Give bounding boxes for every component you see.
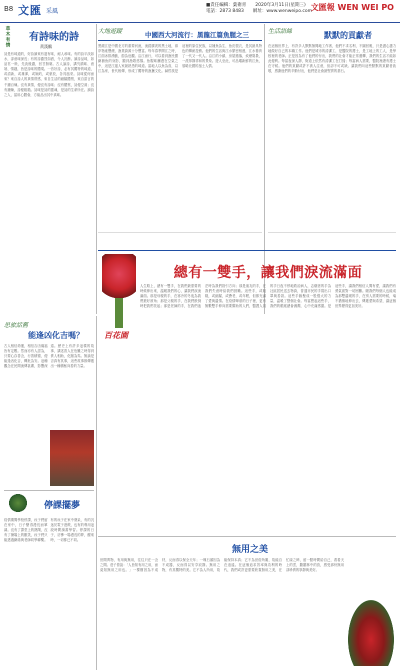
flower-illustration (348, 600, 394, 666)
article-body: 在這個世界上，有許多人默默無聞地工作著，他們不求名利，不圖回報，只是盡心盡力地做好自己的本職工作。他們是城市的清潔工，是醫院的護士，是工地上的工人，是學校裡的老師。正是因為有了他們的付出，我們的社會才能正常運轉，我們的生活才能如此便利。每當夜深人靜，街道上依然有清潔工在打掃；每當病人需要，醫院裡總有護士在守候。他們的貢獻或許不被人注意，但卻不可或缺。讓我們向這些默默的貢獻者致敬，感謝他們的辛勤付出，他們是社會最堅實的基石。 (268, 44, 396, 74)
article-body: 疫情期間學校停課，孩子們留在家中，日子變得漫長而單調。沒有了課堂上的熱鬧，沒有了操場上的歡笑，孩子們只能透過網絡與老師同學聯繫。有的孩子在家中發呆，有的沉迷於電子遊戲，也有的利用這段時間讀書學習。停課的日子，彷彿一場漫長的夢，醒來時，一切都已不同。 (4, 518, 94, 543)
flower-stem (115, 298, 123, 328)
column-label: 思旅話舊 (4, 322, 29, 329)
column-divider (96, 24, 97, 314)
newspaper-logo: 文匯報 WEN WEI PO (310, 3, 394, 12)
edition-date: ■責任編輯：葉衛青 2020年3月11日(星期三) (206, 3, 306, 8)
article-body: 世間萬物，有用與無用，往往只在一念之間。莊子曾說：「人皆知有用之用，而莫知無用之用也。」一棵樹因為不成材，反而得以保全天年；一塊石頭因為不成器，反而得以安享寂靜。無用之物，有其獨特的美。它不為人所用，故能保持本真；它不為世俗所累，故能自在逍遙。在這個追求效率與功利的時代，我們或許更需要欣賞無用之美，在忙碌之餘，留一點時間給自己，看看天上的雲，聽聽林中的鳥，感受那份無用卻珍貴的寧靜與美好。 (100, 558, 344, 573)
article-body: 詩是有味道的，好詩讀來有滋有味，耐人尋味。有的詩平淡如水，卻意味深長；有的詩濃烈如酒，令人沉醉。讀詩品味，如品茗一般，先淡後濃，回甘無窮。古人論詩，講究韻味、意境、情趣，皆是詩味的體現。一首好詩，必有其獨特的味道，或清新，或雄渾，或婉約，或豪放，各具風采。詩味從何而來？來自詩人的真情實感，來自生活的細膩體察，來自語言的千錘百煉。沒有真情，便沒有詩味；沒有體察，詩便空洞；沒有錘煉，詩便粗糙。詩味是詩的靈魂，是詩的生命所在。讀詩之人，當用心體會，方能品出其中真味。 (4, 52, 94, 97)
article-body: 黑龍江是中國北方的重要河流，流經廣袤的黑土地，兩岸物產豐饒，漁業資源十分豐富。每年春季開江之時，江面冰排湧動，蔚為壯觀。沿江而行，可以看到漁民撒網捕魚的身影，聽到漁歌悠揚。魚腥味瀰漫在空氣之中，這是江邊人家最熟悉的味道。當地人以魚為食，以江為家，世代相傳，形成了獨特的漁獵文化。赫哲族是這裡的原住民族，以捕魚為生，魚皮製衣，是其最具特色的傳統技藝。他們的生活與江水緊密相連，江水養育了一代又一代人。沿江的小鎮，房屋錯落，炊煙裊裊，一派寧靜祥和的景象。遊人至此，可品嚐新鮮的江魚，領略北國的風土人情。 (98, 44, 262, 74)
page-number: B8 (4, 5, 14, 13)
article-title: 默默的貢獻者 (324, 31, 372, 40)
section-rule (4, 490, 94, 491)
article-body: 古人相信命運，相信吉凶禍福皆有定數。然而亦有人認為，只要心存善念，行善積德，便能逢凶化吉，轉危為安。這種觀念在民間流傳甚廣，影響深遠。歷史上有許多這樣的故事，講述善人在危難之時得到貴人相助，化險為夷。無論是否真有其事，這些故事都傳遞出一種積極向善的力量。 (4, 344, 94, 369)
column-divider (96, 316, 97, 670)
column-label: 大地遊蹤 (98, 28, 123, 35)
article-title: 能逢凶化吉嗎？ (28, 331, 84, 340)
article-author: 黃漢鵬 (40, 44, 52, 49)
article-title: 有詩味的詩 (29, 32, 79, 43)
article-title: 停課擺夢 (43, 501, 80, 511)
flower-illustration (102, 254, 136, 304)
photo (50, 430, 94, 486)
section-title: 文匯 (18, 4, 42, 17)
contact-info: 電話：2873 8483 網址：www.wenweipo.com (206, 9, 312, 14)
subsection-title: 采風 (46, 8, 59, 15)
column-label: 生活語絲 (268, 28, 293, 35)
section-rule (98, 250, 396, 251)
article-title: 總有一雙手，讓我們淚流滿面 (173, 265, 363, 281)
column-stamp: 草木有情 (5, 26, 10, 48)
article-body: 人生路上，總有一雙手，在我們最需要的時候伸出來，溫暖我們的心，讓我們淚流滿面。那是母親的手，在寒冷的冬夜為我們掖好被角；那是父親的手，在我們跌倒時把我們扶起；那是老師的手，在我們迷茫時為我們指引方向；那是朋友的手，在我們失意時給我們鼓勵。這些手，或粗糙，或細膩，或蒼老，或年輕，但都充滿了愛與溫情。在疫情肆虐的日子裡，更有無數雙手伸向需要幫助的人們，醫護人員的手日夜不停地救治病人，志願者的手為社區居民送去物資，普通市民的手捐出口罩與善款。這些手匯聚成一股強大的力量，温暖了整個社會。每當想起這些手，我們的眼眶總會濕潤，心中充滿感激。是這些手，讓我們相信人間有愛，讓我們有勇氣面對一切困難。願我們每個人也能成為那雙溫暖的手，在別人需要的時候，毫不猶豫地伸出去，傳遞愛與希望，讓這個世界變得更加美好。 (140, 284, 396, 309)
column-label: 百花園 (104, 331, 128, 340)
plant-illustration (8, 492, 28, 514)
article-title: 無用之美 (231, 545, 268, 555)
article-title: 中國西大河流行：黑龍江篇魚腥之三 (145, 31, 249, 39)
section-rule (98, 536, 396, 537)
title-rule (98, 40, 262, 41)
